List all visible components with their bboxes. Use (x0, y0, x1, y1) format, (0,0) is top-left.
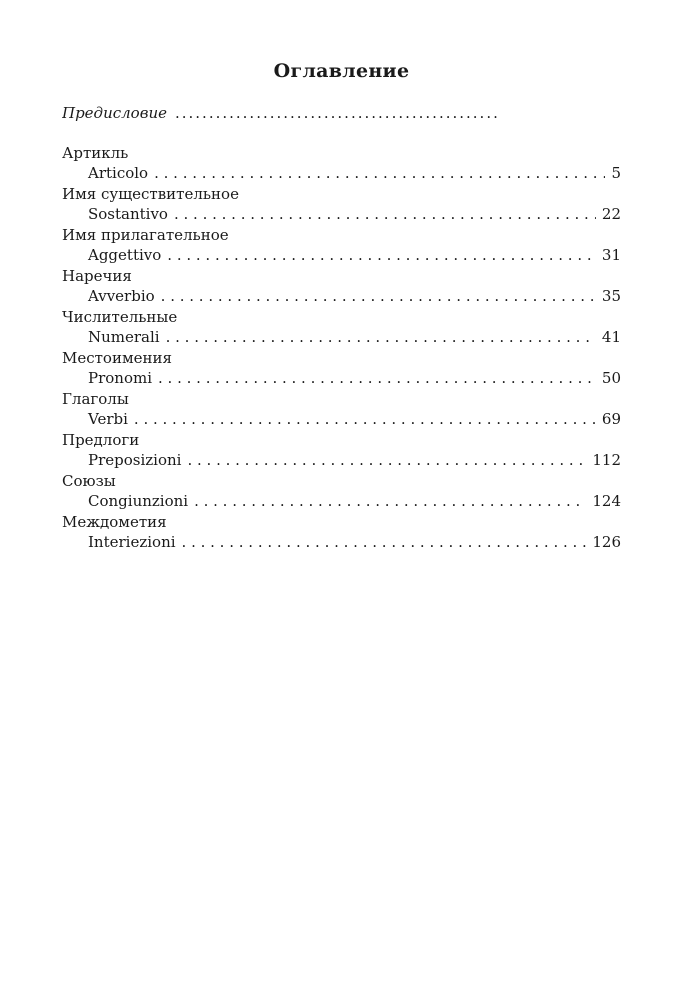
toc-section (62, 143, 621, 184)
toc-section (62, 512, 621, 553)
toc-heading: Местоимения (62, 349, 172, 367)
toc-preface-entry[interactable] (62, 104, 618, 122)
preface-label: Предисловие (62, 104, 167, 122)
toc-heading: Артикль (62, 144, 129, 162)
toc-heading: Междометия (62, 513, 167, 531)
toc-entry[interactable] (62, 409, 621, 430)
preface-leader: ................................................ (174, 104, 500, 122)
toc-heading: Глаголы (62, 390, 129, 408)
toc-section (62, 184, 621, 225)
toc-entry-name: Articolo (88, 164, 149, 182)
toc-entry-name: Congiunzioni (88, 492, 189, 510)
toc-entry-name: Aggettivo (88, 246, 162, 264)
toc-entry[interactable] (62, 450, 621, 471)
toc-page-number: 22 (601, 205, 621, 223)
toc-page-number: 5 (611, 164, 621, 182)
toc-section (62, 430, 621, 471)
toc-section (62, 389, 621, 430)
toc-entry-name: Sostantivo (88, 205, 168, 223)
dot-leader (158, 368, 596, 388)
toc-entry-name: Interiezioni (88, 533, 176, 551)
toc-heading: Предлоги (62, 431, 140, 449)
toc-entry-name: Verbi (88, 410, 128, 428)
toc-section (62, 225, 621, 266)
toc-entry[interactable] (62, 532, 621, 553)
toc-heading: Имя существительное (62, 185, 239, 203)
dot-leader (187, 450, 586, 470)
toc-section (62, 471, 621, 512)
toc-entry-name: Preposizioni (88, 451, 182, 469)
toc-entry[interactable] (62, 163, 621, 184)
toc-page-number: 50 (601, 369, 621, 387)
toc-page-number: 126 (592, 533, 621, 551)
toc-list (62, 143, 621, 553)
toc-heading: Союзы (62, 472, 116, 490)
toc-page-number: 41 (601, 328, 621, 346)
toc-entry[interactable] (62, 368, 621, 389)
toc-heading: Наречия (62, 267, 132, 285)
toc-entry[interactable] (62, 327, 621, 348)
toc-entry-name: Avverbio (88, 287, 155, 305)
toc-page-number: 69 (601, 410, 621, 428)
dot-leader (161, 286, 596, 306)
dot-leader (167, 245, 596, 265)
toc-section (62, 307, 621, 348)
toc-section (62, 266, 621, 307)
dot-leader (174, 204, 596, 224)
toc-entry[interactable] (62, 491, 621, 512)
page-title: Оглавление (273, 60, 410, 82)
dot-leader (194, 491, 586, 511)
dot-leader (154, 163, 605, 183)
toc-page-number: 112 (592, 451, 621, 469)
toc-page-number: 124 (592, 492, 621, 510)
dot-leader (166, 327, 596, 347)
toc-page-number: 31 (601, 246, 621, 264)
toc-entry[interactable] (62, 204, 621, 225)
toc-heading: Числительные (62, 308, 178, 326)
dot-leader (134, 409, 596, 429)
toc-entry-name: Pronomi (88, 369, 153, 387)
toc-heading: Имя прилагательное (62, 226, 229, 244)
toc-entry-name: Numerali (88, 328, 160, 346)
dot-leader (182, 532, 587, 552)
toc-entry[interactable] (62, 286, 621, 307)
toc-section (62, 348, 621, 389)
toc-page-number: 35 (601, 287, 621, 305)
toc-entry[interactable] (62, 245, 621, 266)
